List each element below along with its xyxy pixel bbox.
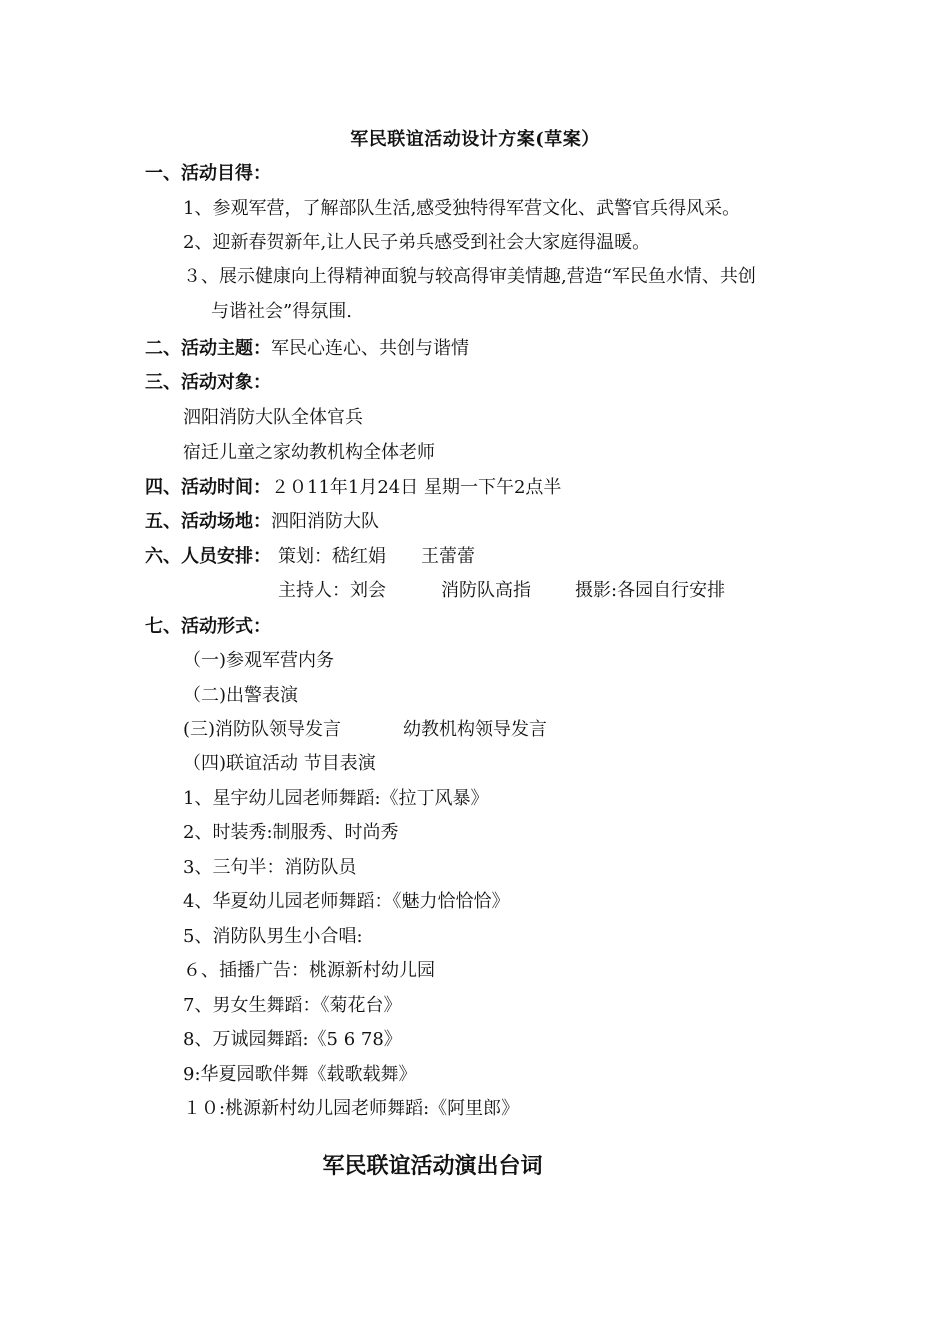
section-5-heading: 五、活动场地： xyxy=(145,511,271,532)
program-item-7: 7、男女生舞蹈：《菊花台》 xyxy=(183,995,402,1016)
program-item-6: ６、插播广告：桃源新村幼儿园 xyxy=(183,960,435,981)
section-1-item-3-cont: 与谐社会”得氛围. xyxy=(211,301,352,322)
section-5 xyxy=(145,510,379,534)
section-1-item-2: 2、迎新春贺新年,让人民子弟兵感受到社会大家庭得温暖。 xyxy=(183,232,651,253)
program-item-9: 9:华夏园歌伴舞《载歌载舞》 xyxy=(183,1064,417,1085)
section-7-heading: 七、活动形式： xyxy=(145,616,271,637)
section-3-heading: 三、活动对象： xyxy=(145,372,271,393)
section-6-photo: 摄影:各园自行安排 xyxy=(575,580,726,601)
section-4 xyxy=(145,476,561,500)
program-item-5: 5、消防队男生小合唱: xyxy=(183,926,363,947)
script-title: 军民联谊活动演出台词 xyxy=(322,1153,543,1179)
section-4-heading: 四、活动时间： xyxy=(145,477,271,498)
section-6-heading: 六、人员安排： xyxy=(145,546,271,567)
section-7-item-1: （一)参观军营内务 xyxy=(183,650,335,671)
section-5-text: 泗阳消防大队 xyxy=(271,511,379,532)
program-item-3: 3、三句半：消防队员 xyxy=(183,857,357,878)
section-7-item-2: （二)出警表演 xyxy=(183,685,299,706)
program-item-10: １０:桃源新村幼儿园老师舞蹈:《阿里郎》 xyxy=(183,1098,520,1119)
section-7-item-4: （四)联谊活动 节目表演 xyxy=(183,753,376,774)
section-3-item-1: 泗阳消防大队全体官兵 xyxy=(183,407,363,428)
program-item-8: 8、万诚园舞蹈:《5 6 78》 xyxy=(183,1029,402,1050)
section-1-heading: 一、活动目得： xyxy=(145,163,271,184)
program-item-2: 2、时装秀:制服秀、时尚秀 xyxy=(183,822,399,843)
section-7-item-3-extra: 幼教机构领导发言 xyxy=(403,719,547,740)
section-1-item-1: 1、参观军营，了解部队生活,感受独特得军营文化、武警官兵得风采。 xyxy=(183,198,741,219)
program-item-4: 4、华夏幼儿园老师舞蹈：《魅力恰恰恰》 xyxy=(183,891,510,912)
section-2 xyxy=(145,337,469,361)
section-7-item-3: (三)消防队领导发言 xyxy=(183,719,342,740)
section-1-item-3: ３、展示健康向上得精神面貌与较高得审美情趣,营造“军民鱼水情、共创 xyxy=(183,266,756,287)
section-2-heading: 二、活动主题： xyxy=(145,338,271,359)
section-3-item-2: 宿迁儿童之家幼教机构全体老师 xyxy=(183,442,435,463)
section-6-host: 主持人：刘会 xyxy=(278,580,386,601)
document-title: 军民联谊活动设计方案(草案） xyxy=(350,129,600,150)
section-2-text: 军民心连心、共创与谐情 xyxy=(271,338,469,359)
section-4-text: ２０11年1月24日 星期一下午2点半 xyxy=(271,477,562,498)
program-item-1: 1、星宇幼儿园老师舞蹈:《拉丁风暴》 xyxy=(183,788,489,809)
section-6-host-2: 消防队高指 xyxy=(441,580,531,601)
section-6-planner-2: 王蕾蕾 xyxy=(421,546,475,567)
section-6-planning: 策划：嵇红娟 xyxy=(278,546,386,567)
